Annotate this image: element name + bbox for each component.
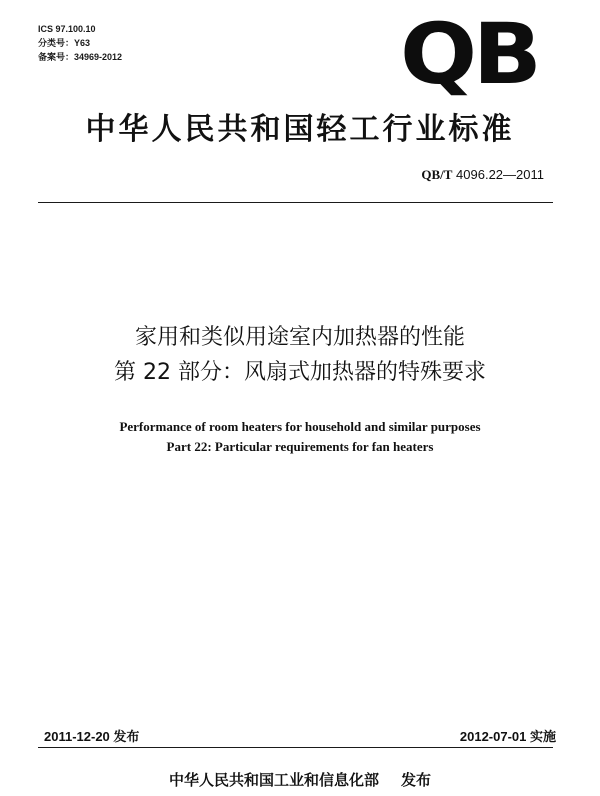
bottom-divider: [38, 747, 553, 748]
effective-date: 2012-07-01 实施: [459, 729, 556, 744]
category-code: 分类号：Y63: [38, 38, 91, 48]
english-title-line-2: Part 22: Particular requirements for fan heaters: [166, 439, 434, 454]
issuer-name: 中华人民共和国工业和信息化部: [168, 771, 379, 789]
english-title-line-1: Performance of room heaters for household and similar purposes: [119, 419, 481, 434]
issuer-action: 发布: [401, 771, 432, 789]
qb-logo: QB: [400, 5, 538, 103]
chinese-title-line-1: 家用和类似用途室内加热器的性能: [134, 325, 465, 350]
ics-code: ICS 97.100.10: [38, 24, 96, 34]
top-divider: [38, 202, 553, 203]
standard-id: 4096.22—2011: [456, 167, 544, 182]
standard-number: [421, 167, 544, 183]
record-number: 备案号：34969-2012: [38, 52, 123, 62]
organization-title: 中华人民共和国轻工行业标准: [85, 112, 515, 147]
issuing-authority: [0, 770, 600, 790]
publish-date: 2011-12-20 发布: [44, 729, 140, 744]
document-metadata: [38, 22, 122, 64]
standard-prefix: QB/T: [421, 167, 453, 182]
chinese-title-line-2: 第 22 部分：风扇式加热器的特殊要求: [114, 360, 486, 385]
